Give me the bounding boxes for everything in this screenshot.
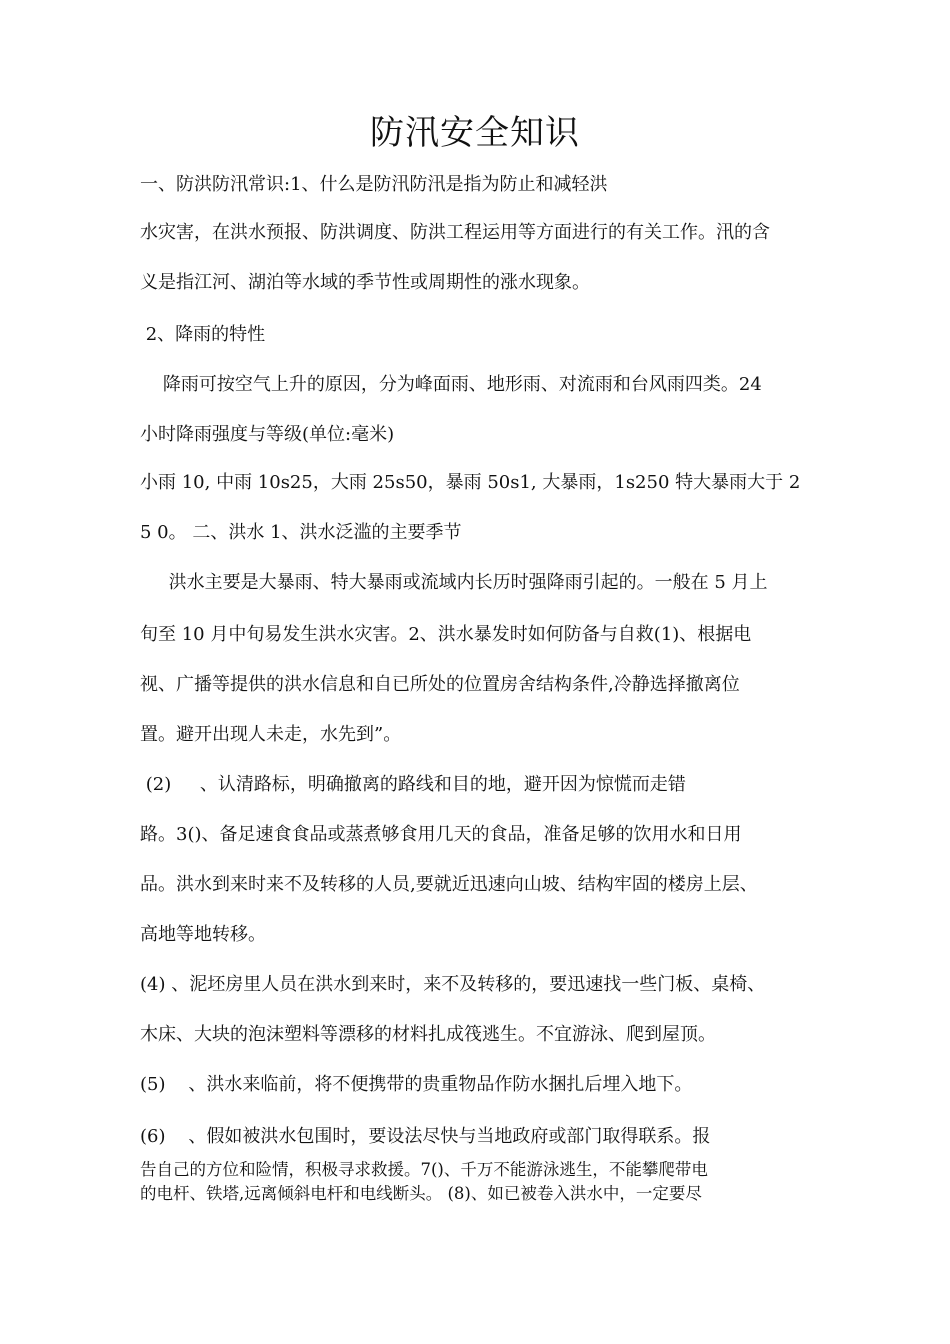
paragraph-line: 路。3()、备足速食食品或蒸煮够食用几天的食品，准备足够的饮用水和日用	[140, 824, 742, 845]
paragraph-line: 告自己的方位和险情，积极寻求救援。7()、千万不能游泳逃生，不能攀爬带电	[140, 1160, 708, 1179]
paragraph-line: (6) 、假如被洪水包围时，要设法尽快与当地政府或部门取得联系。报	[140, 1126, 711, 1147]
paragraph-line: 旬至 10 月中旬易发生洪水灾害。2、洪水暴发时如何防备与自救(1)、根据电	[140, 624, 752, 645]
paragraph-line: 2、降雨的特性	[140, 324, 266, 345]
paragraph-line: 木床、大块的泡沫塑料等漂移的材料扎成筏逃生。不宜游泳、爬到屋顶。	[140, 1024, 716, 1045]
paragraph-line: 降雨可按空气上升的原因，分为峰面雨、地形雨、对流雨和台风雨四类。24	[140, 374, 762, 395]
paragraph-line: 5 0。 二、洪水 1、洪水泛滥的主要季节	[140, 522, 462, 543]
paragraph-line: (4) 、泥坯房里人员在洪水到来时，来不及转移的，要迅速找一些门板、桌椅、	[140, 974, 766, 995]
paragraph-line: 的电杆、铁塔,远离倾斜电杆和电线断头。 (8)、如已被卷入洪水中，一定要尽	[140, 1184, 702, 1203]
paragraph-line: 水灾害，在洪水预报、防洪调度、防洪工程运用等方面进行的有关工作。汛的含	[140, 222, 770, 243]
paragraph-line: 洪水主要是大暴雨、特大暴雨或流域内长历时强降雨引起的。一般在 5 月上	[140, 572, 768, 593]
paragraph-line: (2) 、认清路标，明确撤离的路线和目的地，避开因为惊慌而走错	[140, 774, 686, 795]
paragraph-line: 视、广播等提供的洪水信息和自已所处的位置房舍结构条件,冷静选择撤离位	[140, 674, 740, 695]
paragraph-line: 小时降雨强度与等级(单位:毫米)	[140, 424, 395, 445]
document-title: 防汛安全知识	[370, 113, 580, 153]
paragraph-line: 小雨 10, 中雨 10s25，大雨 25s50，暴雨 50s1, 大暴雨，1s250 特大暴雨大于 2	[140, 472, 801, 493]
paragraph-line: 高地等地转移。	[140, 924, 266, 945]
paragraph-line: 一、防洪防汛常识:1、什么是防汛防汛是指为防止和减轻洪	[140, 174, 608, 195]
paragraph-line: 置。避开出现人未走，水先到”。	[140, 724, 402, 745]
paragraph-line: 品。洪水到来时来不及转移的人员,要就近迅速向山坡、结构牢固的楼房上层、	[140, 874, 758, 895]
paragraph-line: (5) 、洪水来临前，将不便携带的贵重物品作防水捆扎后埋入地下。	[140, 1074, 693, 1095]
paragraph-line: 义是指江河、湖泊等水域的季节性或周期性的涨水现象。	[140, 272, 590, 293]
